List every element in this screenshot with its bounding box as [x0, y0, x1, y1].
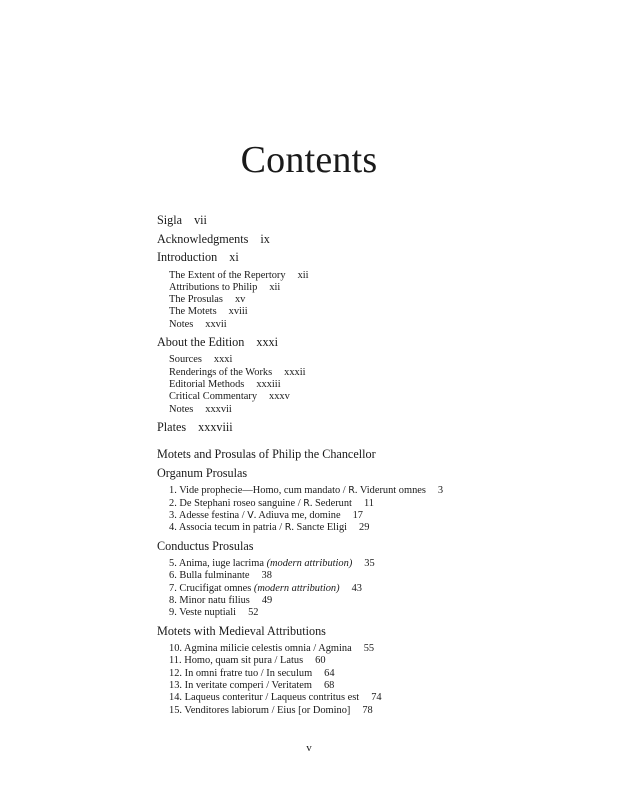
toc-page-number: 74	[371, 692, 382, 704]
item-number: 13.	[169, 680, 182, 692]
section-heading-organum: Organum Prosulas	[157, 465, 248, 480]
item-number: 9.	[169, 607, 177, 619]
toc-subentry-label: Renderings of the Works	[169, 366, 273, 378]
item-title: Crucifigat omnes	[179, 582, 252, 594]
part-title: Motets and Prosulas of Philip the Chancellor	[157, 447, 376, 462]
toc-subentry-label: Notes	[169, 403, 194, 415]
toc-page-number: xxxviii	[198, 419, 233, 434]
page-title: Contents	[240, 139, 378, 181]
toc-item[interactable]	[169, 570, 597, 582]
toc-entry-plates[interactable]	[157, 419, 597, 437]
toc-page-number: xxxiii	[256, 379, 281, 391]
toc-item[interactable]	[169, 692, 597, 704]
toc-subentry[interactable]	[169, 354, 597, 366]
item-title: Anima, iuge lacrima	[178, 558, 264, 570]
motets-list	[157, 643, 597, 717]
toc-entry-label: Introduction	[157, 250, 218, 264]
toc-subentry-label: Editorial Methods	[169, 379, 245, 391]
item-title-part: . Viderunt omnes	[354, 485, 426, 497]
versicle-symbol: V	[247, 510, 254, 522]
toc-page-number: xi	[229, 250, 239, 264]
item-title-part: Vide prophecie—Homo, cum mandato /	[179, 485, 349, 497]
toc-entry-about-the-edition[interactable]	[157, 334, 597, 352]
toc-item[interactable]	[169, 485, 597, 497]
about-subentries	[157, 354, 597, 415]
toc-page-number: 68	[323, 680, 335, 692]
toc-page-number: 60	[315, 655, 326, 667]
toc-entry-sigla[interactable]	[157, 212, 597, 230]
toc-page-number: xii	[297, 269, 309, 281]
toc-subentry[interactable]	[169, 282, 597, 294]
introduction-subentries	[157, 270, 597, 331]
toc-item[interactable]	[169, 498, 597, 510]
item-number: 8.	[169, 595, 177, 607]
toc-subentry[interactable]	[169, 379, 597, 391]
toc-subentry-label: The Extent of the Repertory	[169, 269, 286, 281]
item-title: Laqueus conteritur / Laqueus contritus est	[184, 692, 360, 704]
item-title-part: . Sancte Eligi	[291, 522, 348, 534]
toc-item[interactable]	[169, 607, 597, 619]
toc-entry-label: Sigla	[157, 213, 183, 227]
item-title-part: Adesse festina /	[178, 510, 248, 522]
toc-page-number: xxvii	[205, 318, 227, 330]
toc-page-number: xviii	[228, 306, 248, 318]
toc-subentry[interactable]	[169, 306, 597, 318]
toc-page-number: xxxii	[284, 366, 306, 378]
toc-page-number: 43	[351, 582, 362, 594]
toc-page-number: 52	[248, 607, 259, 619]
section-heading-motets: Motets with Medieval Attributions	[157, 623, 326, 638]
toc-entry-introduction[interactable]	[157, 249, 597, 267]
item-number: 2.	[169, 497, 177, 509]
attribution-note: (modern attribution)	[253, 582, 340, 594]
toc-page-number: 11	[363, 497, 374, 509]
toc-page-number: 17	[352, 510, 363, 522]
toc-page-number: xii	[269, 281, 281, 293]
toc-item[interactable]	[169, 643, 597, 655]
toc-item[interactable]	[169, 522, 597, 534]
toc-subentry[interactable]	[169, 391, 597, 403]
item-title: Homo, quam sit pura / Latus	[184, 655, 304, 667]
toc-subentry[interactable]	[169, 270, 597, 282]
item-number: 15.	[169, 704, 182, 716]
respond-symbol: R	[284, 522, 292, 534]
toc-page-number: ix	[260, 231, 270, 246]
item-title-part: Associa tecum in patria /	[178, 522, 285, 534]
item-number: 14.	[169, 692, 182, 704]
item-title: Veste nuptiali	[179, 607, 237, 619]
item-title: In omni fratre tuo / In seculum	[184, 667, 313, 679]
toc-item[interactable]	[169, 668, 597, 680]
toc-subentry-label: Sources	[169, 354, 202, 366]
respond-symbol: R	[303, 497, 310, 509]
toc-page-number: xxxi	[256, 334, 279, 349]
item-title: Minor natu filius	[179, 595, 250, 607]
toc-subentry[interactable]	[169, 367, 597, 379]
toc-item[interactable]	[169, 655, 597, 667]
toc-entry-label: Plates	[157, 419, 187, 434]
toc-page-number: 3	[437, 485, 444, 497]
toc-subentry-label: Notes	[169, 318, 194, 330]
item-number: 10.	[169, 643, 182, 655]
toc-page-number: xv	[234, 294, 246, 306]
item-title-part: . Adiuva me, domine	[253, 510, 341, 522]
toc-page-number: xxxv	[269, 391, 290, 403]
item-title: Venditores labiorum / Eius [or Domino]	[184, 704, 351, 716]
toc-page-number: vii	[194, 213, 207, 227]
toc-item[interactable]	[169, 705, 597, 717]
toc-subentry-label: Critical Commentary	[169, 391, 258, 403]
toc-page-number: xxxvii	[205, 403, 232, 415]
attribution-note: (modern attribution)	[266, 558, 353, 570]
toc-subentry[interactable]	[169, 294, 597, 306]
conductus-list	[157, 558, 597, 619]
toc-page-number: 29	[359, 522, 370, 534]
toc-item[interactable]	[169, 595, 597, 607]
item-title: Agmina milicie celestis omnia / Agmina	[184, 643, 352, 655]
toc-entry-label: Acknowledgments	[157, 231, 249, 246]
item-number: 5.	[169, 558, 177, 570]
section-heading-conductus: Conductus Prosulas	[157, 538, 254, 553]
toc-page-number: 49	[261, 595, 273, 607]
item-number: 4.	[169, 522, 177, 534]
toc-subentry-label: The Motets	[169, 306, 217, 318]
toc-page-number: 64	[324, 667, 335, 679]
toc-page-number: 35	[364, 558, 375, 570]
toc-entry-label: About the Edition	[157, 334, 245, 349]
toc-item[interactable]	[169, 510, 597, 522]
item-number: 1.	[169, 485, 177, 497]
toc-page-number: 55	[363, 643, 375, 655]
item-title-part: De Stephani roseo sanguine /	[179, 497, 304, 509]
item-title: In veritate comperi / Veritatem	[184, 680, 312, 692]
toc-item[interactable]	[169, 558, 597, 570]
toc-page-number: xxxi	[213, 354, 233, 366]
toc-entry-acknowledgments[interactable]	[157, 231, 597, 249]
page-number-footer: v	[306, 742, 312, 754]
toc-subentry-label: Attributions to Philip	[169, 281, 258, 293]
item-title: Bulla fulminante	[179, 570, 250, 582]
item-number: 11.	[169, 655, 182, 667]
item-number: 7.	[169, 582, 177, 594]
toc-item[interactable]	[169, 680, 597, 692]
table-of-contents	[157, 212, 597, 720]
toc-page-number: 38	[261, 570, 272, 582]
toc-subentry[interactable]	[169, 319, 597, 331]
item-title-part: . Sederunt	[309, 497, 352, 509]
item-number: 6.	[169, 570, 177, 582]
toc-page-number: 78	[362, 704, 373, 716]
toc-item[interactable]	[169, 583, 597, 595]
organum-list	[157, 485, 597, 534]
toc-subentry[interactable]	[169, 404, 597, 416]
item-number: 3.	[169, 510, 177, 522]
respond-symbol: R	[348, 485, 355, 497]
item-number: 12.	[169, 667, 182, 679]
toc-subentry-label: The Prosulas	[169, 294, 223, 306]
